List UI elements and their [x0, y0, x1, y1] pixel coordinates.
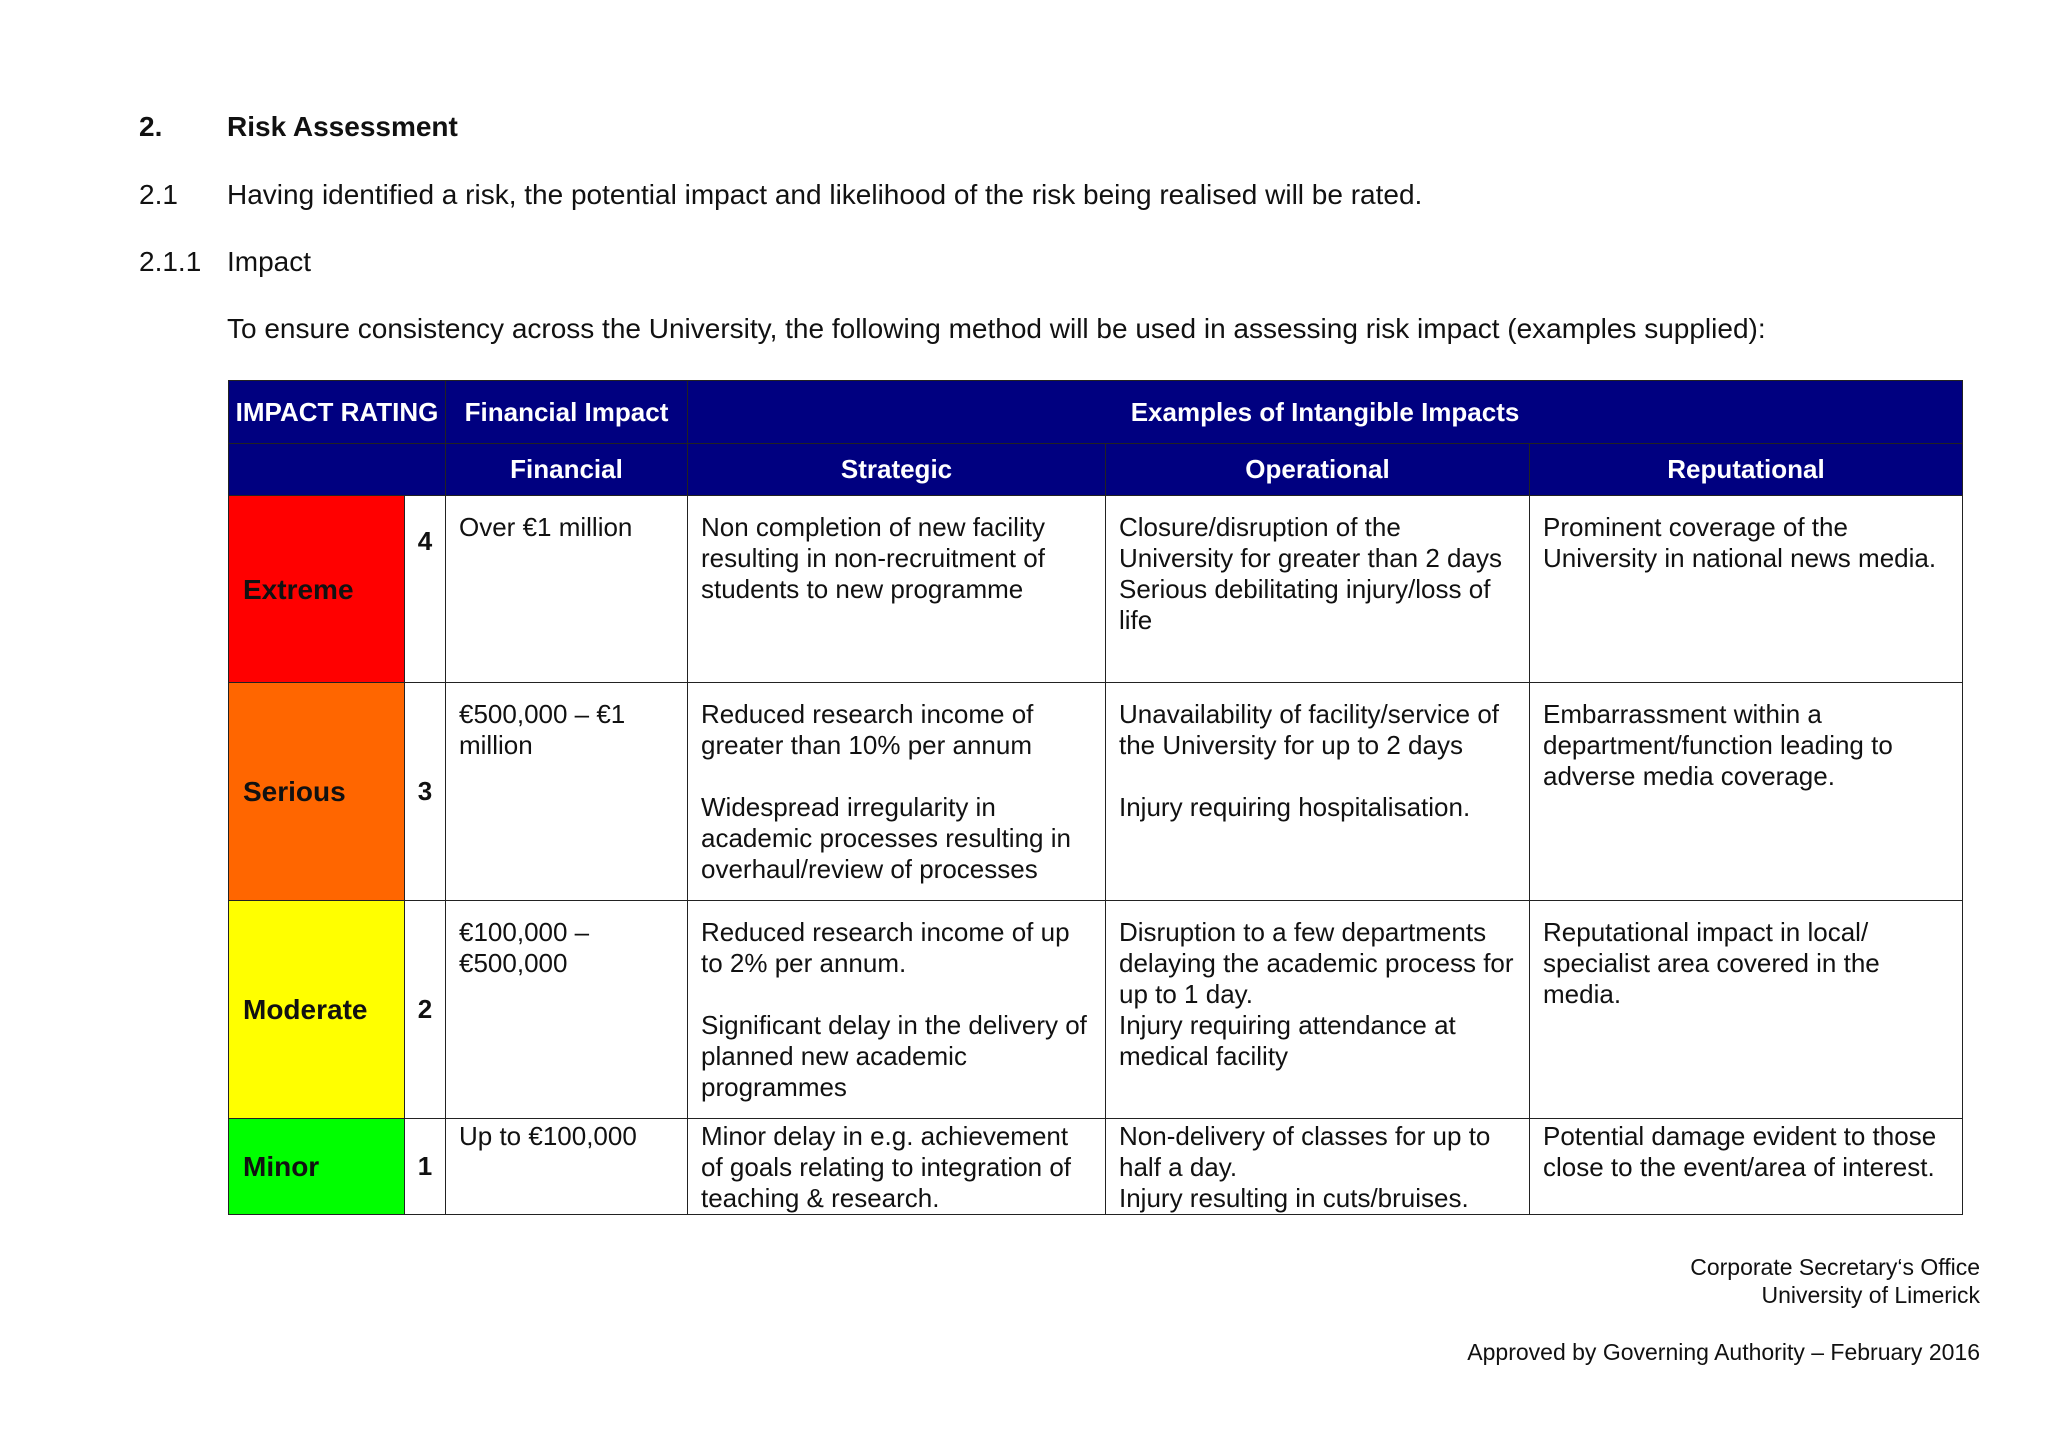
operational-text: Disruption to a few departments delaying the academic process for up to 1 day.: [1119, 917, 1514, 1009]
intro-paragraph: To ensure consistency across the University, the following method will be used in assessing risk impact (examples supplied):: [227, 313, 1766, 344]
table-row: [229, 1119, 1963, 1215]
strategic-cell: [688, 1119, 1106, 1215]
table-row: [229, 901, 1963, 1119]
operational-text: Closure/disruption of the University for greater than 2 days Serious debilitating injury/loss of life: [1119, 512, 1502, 635]
strategic-cell: [688, 683, 1106, 901]
subheader-blank: [229, 444, 446, 496]
financial-cell: [446, 1119, 688, 1215]
table-row: [229, 683, 1963, 901]
section-title: Risk Assessment: [227, 111, 458, 142]
subheader-strategic: Strategic: [688, 444, 1106, 496]
operational-cell: [1106, 1119, 1530, 1215]
footer-approval: Approved by Governing Authority – February 2016: [1467, 1339, 1980, 1365]
reputational-text: Embarrassment within a department/function leading to adverse media coverage.: [1543, 699, 1893, 791]
subheader-operational: Operational: [1106, 444, 1530, 496]
rating-minor: Minor: [229, 1119, 405, 1215]
subsubsection-number: 2.1.1: [139, 246, 202, 277]
operational-text: Non-delivery of classes for up to half a day.: [1119, 1121, 1491, 1182]
rating-extreme: Extreme: [229, 496, 405, 683]
strategic-cell: [688, 496, 1106, 683]
level-value: 1: [405, 1119, 446, 1215]
reputational-cell: [1530, 901, 1963, 1119]
level-value: 2: [405, 901, 446, 1119]
operational-cell: [1106, 683, 1530, 901]
impact-rating-table: [228, 380, 1963, 1215]
strategic-text: Reduced research income of greater than 10% per annum: [701, 699, 1034, 760]
header-financial-impact: Financial Impact: [446, 381, 688, 444]
table-row: [229, 496, 1963, 683]
header-intangible-impacts: Examples of Intangible Impacts: [688, 381, 1963, 444]
operational-cell: [1106, 901, 1530, 1119]
footer-university: University of Limerick: [1761, 1282, 1980, 1308]
header-impact-rating: IMPACT RATING: [229, 381, 446, 444]
footer-office: Corporate Secretary‘s Office: [1690, 1254, 1980, 1280]
rating-moderate: Moderate: [229, 901, 405, 1119]
operational-text-2: Injury resulting in cuts/bruises.: [1119, 1183, 1469, 1213]
operational-cell: [1106, 496, 1530, 683]
operational-text-2: Injury requiring attendance at medical facility: [1119, 1010, 1456, 1071]
financial-cell: [446, 683, 688, 901]
reputational-cell: [1530, 496, 1963, 683]
financial-text: Over €1 million: [459, 512, 633, 542]
operational-text-2: Injury requiring hospitalisation.: [1119, 792, 1471, 822]
strategic-text-2: Significant delay in the delivery of planned new academic programmes: [701, 1010, 1087, 1102]
reputational-text: Prominent coverage of the University in national news media.: [1543, 512, 1937, 573]
financial-text: Up to €100,000: [459, 1121, 637, 1151]
level-value: 4: [405, 496, 446, 683]
subsection-text: Having identified a risk, the potential impact and likelihood of the risk being realised will be rated.: [227, 179, 1423, 210]
reputational-cell: [1530, 683, 1963, 901]
level-value: 3: [405, 683, 446, 901]
financial-text: €500,000 – €1 million: [459, 699, 626, 760]
subsubsection-title: Impact: [227, 246, 312, 277]
strategic-text: Minor delay in e.g. achievement of goals relating to integration of teaching & research.: [701, 1121, 1072, 1213]
reputational-cell: [1530, 1119, 1963, 1215]
operational-text: Unavailability of facility/service of the University for up to 2 days: [1119, 699, 1500, 760]
table-subheader-row: [229, 444, 1963, 496]
financial-cell: [446, 496, 688, 683]
financial-cell: [446, 901, 688, 1119]
table-header-row: [229, 381, 1963, 444]
rating-serious: Serious: [229, 683, 405, 901]
reputational-text: Reputational impact in local/ specialist area covered in the media.: [1543, 917, 1880, 1009]
strategic-text-2: Widespread irregularity in academic processes resulting in overhaul/review of processes: [701, 792, 1071, 884]
strategic-cell: [688, 901, 1106, 1119]
subheader-reputational: Reputational: [1530, 444, 1963, 496]
subsection-number: 2.1: [139, 179, 178, 210]
strategic-text: Reduced research income of up to 2% per annum.: [701, 917, 1070, 978]
reputational-text: Potential damage evident to those close to the event/area of interest.: [1543, 1121, 1937, 1182]
subheader-financial: Financial: [446, 444, 688, 496]
financial-text: €100,000 – €500,000: [459, 917, 590, 978]
section-number: 2.: [139, 111, 163, 142]
strategic-text: Non completion of new facility resulting in non-recruitment of students to new programme: [701, 512, 1045, 604]
